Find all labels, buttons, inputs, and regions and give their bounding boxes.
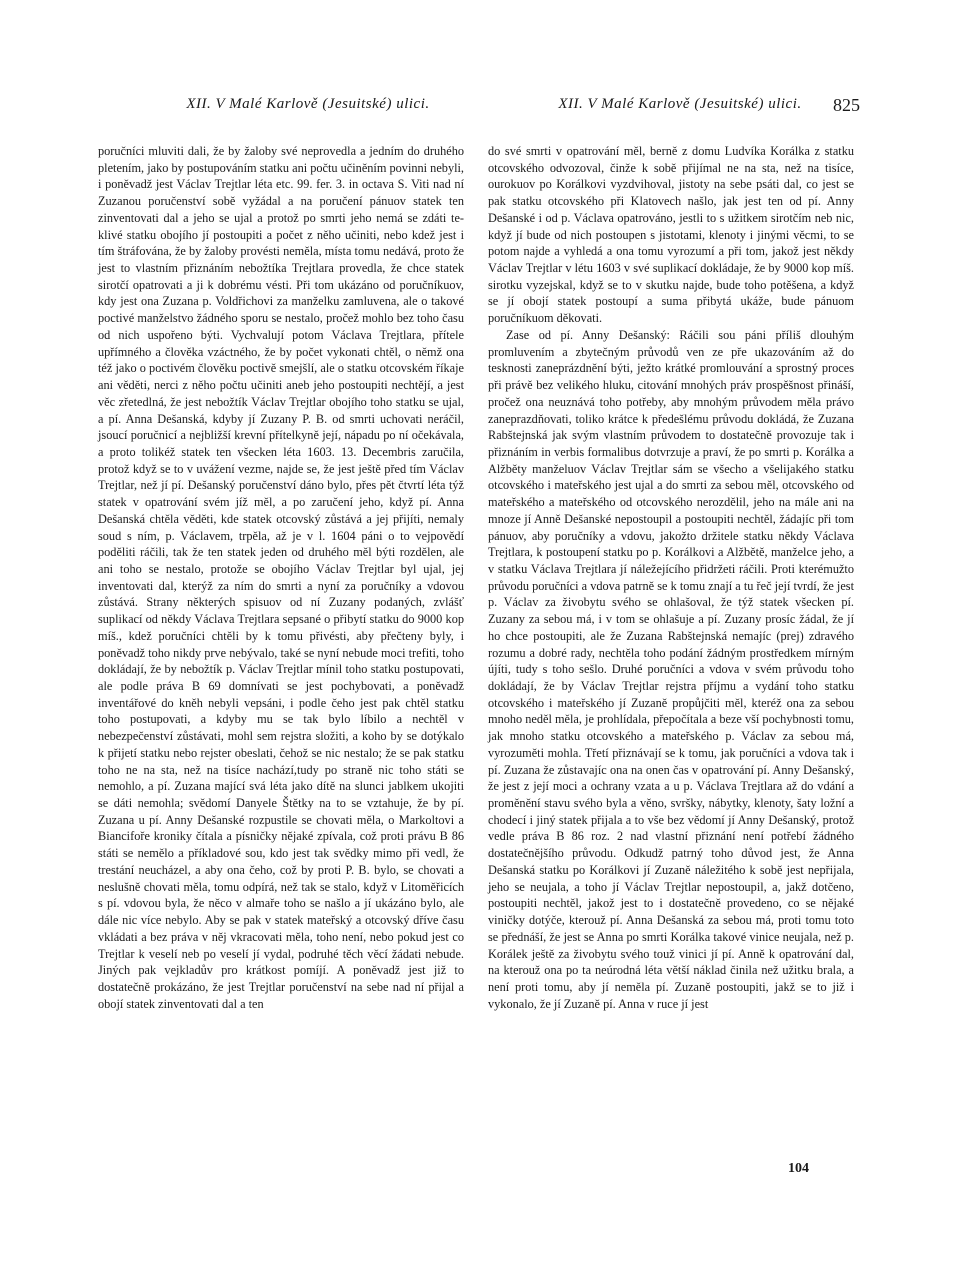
paragraph: do své smrti v opatrování měl, berně z domu Ludvíka Korálka z statku otcovského odvozoval, činže k sobě přijímal ne na sta, než na tisíce, ourokuov po Korálkovi vyzdvihoval, jistoty na sebe psáti dal, co jest se pak statku otcovského při Klatovech našlo, jak jest ten od pí. Anny Dešanské i od p. Václava opatrováno, jestli to s užitkem sirotčím neb nic, když jí bude od nich postoupen s jistotami, klenoty i jinými věcmi, to se potom najde a vyhledá a ona tomu vyrozumí a při tom, jakož jest někdy Václav Trejtlar v létu 1603 v své suplikací dokládaje, že by 9000 kop míš. sirotku vyzejskal, když se to v skutku najde, bude toho potěšena, a když se jí obojí statek postoupí a suma přibytá ukáže, bude pánuom poručníkuom děkovati.	[488, 144, 854, 326]
running-head-right: XII. V Malé Karlově (Jesuitské) ulici.	[558, 96, 802, 112]
sheet-signature: 104	[788, 1161, 809, 1176]
paragraph: Zase od pí. Anny Dešanský: Ráčili sou páni příliš dlouhým promluvením a zbytečným průvodů ven ze pře ukazováním až do tesknosti zaneprázdnění býti, ježto krátké promlouvání a sprostný proces při právě bez velikého hluku, citování mnohých práv prospěšnost přináší, pročež ona neuznává toho potřeby, aby mnohým průvodem měla právo zaneprazdňovati, toliko krátce k předešlému průvodu dokládá, že Zuzana Rabštejnská jak svým vlastním průvodem to dostatečně provozuje tak i přiznáním in verbis formalibus dotvrzuje a praví, že po smrti p. Korálka a Alžběty manželuov Václav Trejtlar sám se všecho a všelijakého statku otcovského i mateřského jest ujal a do smrti za sebou měl, otcovského od mateřského a mateřského od otcovského nerozdělil, jeho na mále ani na mnoze jí Anně Dešanské nepostoupil a postoupiti nechtěl, žádajíc při tom pánuov, aby poručníky a vdovu, jakožto držitele statku někdy Václava Trejtlara, k postoupení statku po p. Korálkovi a Alžbětě, manželce jeho, a v statku Václava Trejtlara jí náležejícího přidržeti ráčili. Proti kterémužto průvodu poručníci a vdova patrně se k tomu znají a tu řeč její tvrdí, že jest p. Václav za živobytu svého se ohlašoval, že týž statek všecken pí. Zuzany za sebou má, i v tom se ohlašuje a pí. Zuzany prosíc žádal, že jí ho chce postoupiti, ale že Zuzana Rabštejnská nemajíc (prej) zdravého rozumu a dobré rady, nechtěla toho podání žádným prostředkem mírným újíti, tudy s toho sešlo. Druhé poručníci a vdova v svém průvodu toho dokládají, že by Václav Trejtlar rejstra příjmu a vydání toho statku otcovského i mateřského jí Zuzaně propůjčiti měl, kteréž ona za sebou mnoho neděl měla, je prohlídala, přepočítala a beze vší pochybnosti tomu, jak mnoho statku otcovského a mateřského p. Václav za sebou má, vyrozuměti mohla. Třetí přiznávají se k tomu, jak poručníci a vdova tak i pí. Zuzana že zůstavajíc ona na onen čas v opatrování pí. Anny Dešanský, že jest z její moci a ochrany vzata a u p. Václava Trejtlara až do vdání a proměnění stavu svého byla a věno, svršky, nábytky, klenoty, šaty ložní a chodecí i jiný statek přijala a to vše bez vědomí jí Anny Dešanský, protož vedle práva B 86 roz. 2 nad vlastní přiznání není potřebí žádného dostatečnějšího průvodu. Odkudž patrný toho důvod jest, že Anna Dešanská statku po Korálkovi jí Zuzaně náležitého k sobě jest nepřijala, jeho se neujala, a toho jí Václav Trejtlar nepostoupil, a, jakž dotčeno, postoupiti nechtěl, jakož jest to i dostatečně provedeno, co se nějaké viničky dotýče, kterouž pí. Anna Dešanská za sebou má, proti tomu toto se přednáší, že jest se Anna po smrti Korálka takové vinice neujala, než p. Korálek ještě za živobytu svého touž vinici jí pí. Anně k opatrování dal, na kterouž ona po ta neúrodná léta větší náklad činila než užitku brala, a není proti tomu, aby jí neměla pí. Zuzaně postoupiti, jakž se to již i vykonalo, že jí Zuzaně pí. Anna v ruce jí jest	[488, 327, 854, 1011]
left-column	[98, 143, 464, 1012]
running-head-left: XII. V Malé Karlově (Jesuitské) ulici.	[186, 96, 430, 112]
paragraph: poručníci mluviti dali, že by žaloby své neprovedla a jedním do druhého pletením, jako by postupováním statku ani počtu učiněním povinni nebyli, i poněvadž jest Václav Trejtlar léta etc. 99. fer. 3. in octava S. Viti nad ní Zuzanou poručenství sobě vyžádal a na poručení pánuov statek ten zinventovati dal a jeho se ujal a protož po smrti jeho nemá se zdáti te-klivé statku obojího jí postoupiti a počet z něho učiniti, nebo kdež jest i tím štráfována, že by žaloby provésti neměla, místa tomu nedává, proto že jest to vlastním přiznáním nebožtíka Trejtlara provedla, že chce statek sirotčí opatrovati a ji k dobrému vésti. Při tom ukázáno od poručníkuov, kdy jest ona Zuzana p. Voldřichovi za manželku zamluvena, ale o takové poctivé manželstvo žádného sporu se nestalo, pročež mohlo bez toho času od nich uspořeno býti. Vychvalují potom Václava Trejtlara, přítele upřímného a člověka vzáctného, že by počet vykonati chtěl, o němž ona též jako o poctivém člověku poctivě smejšlí, ale o statku otcovském říkaje ani věděti, nerci z něho počtu učiniti aneb jeho postoupiti nechtějí, a jest věc zřetedlná, že jest nebožtík Václav Trejtlar obojího toho statku se ujal, a pí. Anna Dešanská, kdyby jí Zuzany P. B. od smrti uchovati neráčil, jsoucí poručnicí a nejbližší krevní přítelkyně její, nápadu po ní očekávala, a proto tolikéž statek ten všecken léta 1603. 13. Decembris zaručila, protož když se to v uvážení vezme, najde se, že jest ještě před tím Václav Trejtlar, než jí pí. Dešanský poručenství dáno bylo, přes pět čtvrtí léta týž statek v opatrování svém jíž měl, a po zaručení jeho, když pí. Anna Dešanská chtěla věděti, kde statek otcovský zůstává a jej přijíti, nemaly soud s ním, p. Václavem, trpěla, až je v l. 1604 páni o to vejpovědí poděliti ráčili, tak že ten statek jeden od druhého měl býti rozdělen, ale ani toho se nestalo, protože se obojího Václav Trejtlar byl ujal, jej inventovati dal, kterýž za ním do smrti a nyní za poručníky a vdovou zůstává. Strany některých spisuov od ní Zuzany podaných, zvlášť suplikací od někdy Václava Trejtlara sepsané o přibytí statku do 9000 kop míš., kdež poručníci chtěli by k tomu přivésti, aby přečteny byly, i poněvadž toho nikdy prve nebývalo, také se nyní nebude moci trefiti, toho dokládají, že by nebožtík p. Václav Trejtlar mínil toho statku postupovati, ale podle práva B 69 domnívati se jest pochybovati, a poněvadž inventářové do kněh nebyli vepsáni, i podle čeho jest pak chtěl statku toho postupovati, a kdyby mu se tak bylo líbilo a nechtěl v nebezpečenství zůstávati, mohl sem rejstra složiti, a koho by se dotýkalo k přijetí statku nebo rejster obeslati, čehož se nic nestalo; že se pak statku toho ne na sta, než na tisíce nachází,tudy po straně nic toho státi se nemohlo, a pí. Zuzana mající svá léta jako dítě na slunci jablkem ukojiti se dáti nemohla; svědomí Danyele Štětky na to se vztahuje, že by pí. Zuzana u pí. Anny Dešanské rozpustile se chovati měla, o Markoltovi a Biancifoře kroniky čítala a písničky nějaké zpívala, což proti právu B 86 státi se nemělo a příkladové sou, kdo jest tak svědky mimo při vedl, že trestání neucházel, a aby ona čeho, což by proti P. B. bylo, se chovati a neslušně chovati měla, tomu odpírá, než tak se stalo, když v Litoměřicích s pí. vdovou byla, že něco v almaře toho se našlo a jí ukázáno bylo, ale dále nic více nebylo. Aby se pak v statek mateřský a otcovský dříve času vkládati a bez práva v něj vkracovati měla, toho není, nebo pokud jest co Trejtlar k veselí neb po veselí jí vydal, podruhé těch věcí žádati nebude. Jiných pak vejkladův pro krátkost pomíjí. A poněvadž jest již to dostatečně prokázáno, že jest Trejtlar poručenství na sebe nad ní přijal a obojí statek zinventovati dal a ten	[98, 144, 464, 1011]
right-column	[488, 143, 854, 1012]
page-number: 825	[833, 95, 860, 115]
